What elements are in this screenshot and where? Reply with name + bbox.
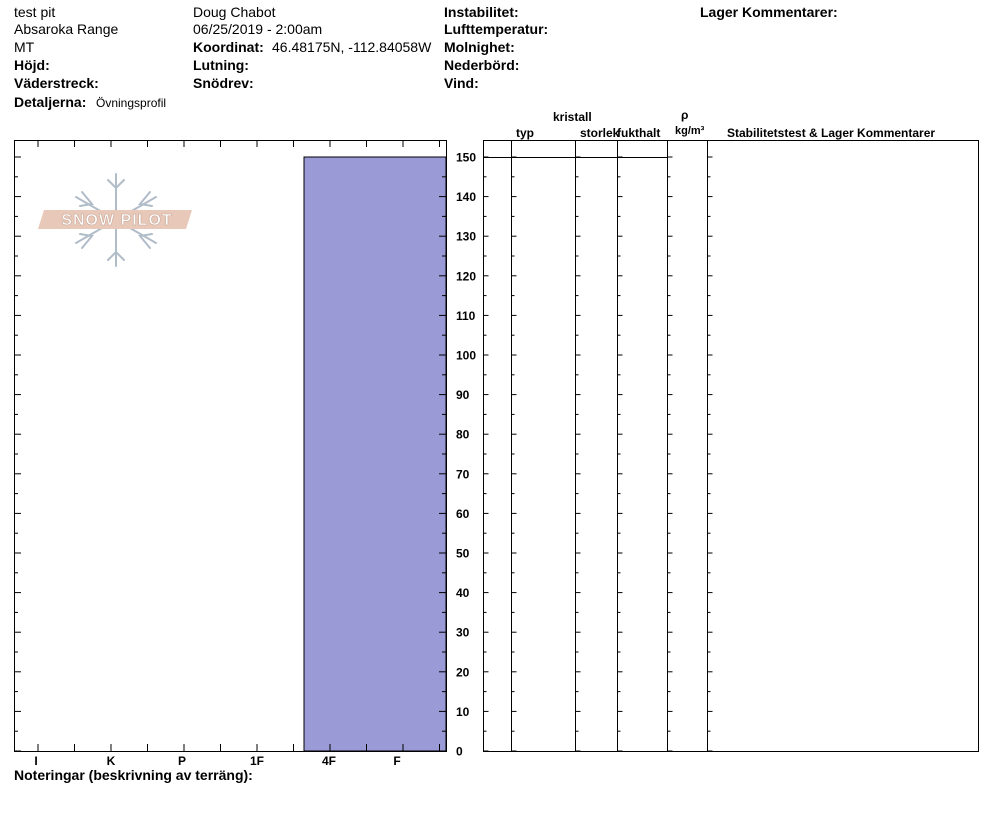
layer-bar-0 [304,157,446,751]
layer-table [484,141,979,752]
snodrev-label: Snödrev: [193,75,254,91]
range-name: Absaroka Range [14,21,119,37]
y-tick-label: 10 [456,704,470,719]
y-tick-label: 20 [456,665,470,680]
observation-datetime: 06/25/2019 - 2:00am [193,21,323,37]
y-tick-label: 50 [456,546,470,561]
instabilitet-label: Instabilitet: [444,4,519,20]
hardness-label-P: P [177,754,187,768]
koordinat-label: Koordinat: [193,39,264,55]
pit-name: test pit [14,4,56,20]
hojd-label: Höjd: [14,57,50,73]
snow-pilot-logo [38,174,192,266]
y-tick-label: 30 [456,625,470,640]
y-tick-label: 110 [456,308,476,323]
hardness-label-4F: 4F [321,754,337,768]
y-tick-label: 60 [456,506,470,521]
nederbord-label: Nederbörd: [444,57,520,73]
typ-header: typ [516,126,534,140]
y-tick-label: 80 [456,427,470,442]
hardness-label-I: I [34,754,38,768]
vind-label: Vind: [444,75,479,91]
molnighet-label: Molnighet: [444,39,515,55]
logo-text: SNOW PILOT [61,212,173,229]
notes-label: Noteringar (beskrivning av terräng): [14,767,253,783]
hardness-label-F: F [393,754,401,768]
y-tick-label: 70 [456,467,470,482]
detaljer-value: Övningsprofil [96,96,167,110]
rho-header: ρ [681,108,689,122]
lufttemp-label: Lufttemperatur: [444,21,549,37]
hardness-label-K: K [106,754,116,768]
lutning-label: Lutning: [193,57,249,73]
y-tick-label: 40 [456,586,470,601]
stabilitet-header: Stabilitetstest & Lager Kommentarer [727,126,936,140]
state-name: MT [14,39,35,55]
y-tick-label: 130 [456,229,477,244]
y-tick-label: 140 [456,190,477,205]
detaljer-label: Detaljerna: [14,94,87,110]
vaderstreck-label: Väderstreck: [14,75,99,91]
y-tick-label: 90 [456,388,470,403]
density-unit-header: kg/m³ [675,125,705,137]
y-tick-label: 150 [456,150,477,165]
hardness-label-1F: 1F [249,754,265,768]
y-tick-label: 0 [456,744,463,759]
y-tick-label: 120 [456,269,477,284]
storlek-header: storlek [580,126,620,140]
table-frame [484,141,979,752]
kristall-header: kristall [553,110,592,124]
lager-kommentarer-label: Lager Kommentarer: [700,4,838,20]
y-tick-label: 100 [456,348,477,363]
koordinat-value: 46.48175N, -112.84058W [272,39,432,55]
fukthalt-header: fukthalt [617,126,661,140]
observer-name: Doug Chabot [193,4,276,20]
